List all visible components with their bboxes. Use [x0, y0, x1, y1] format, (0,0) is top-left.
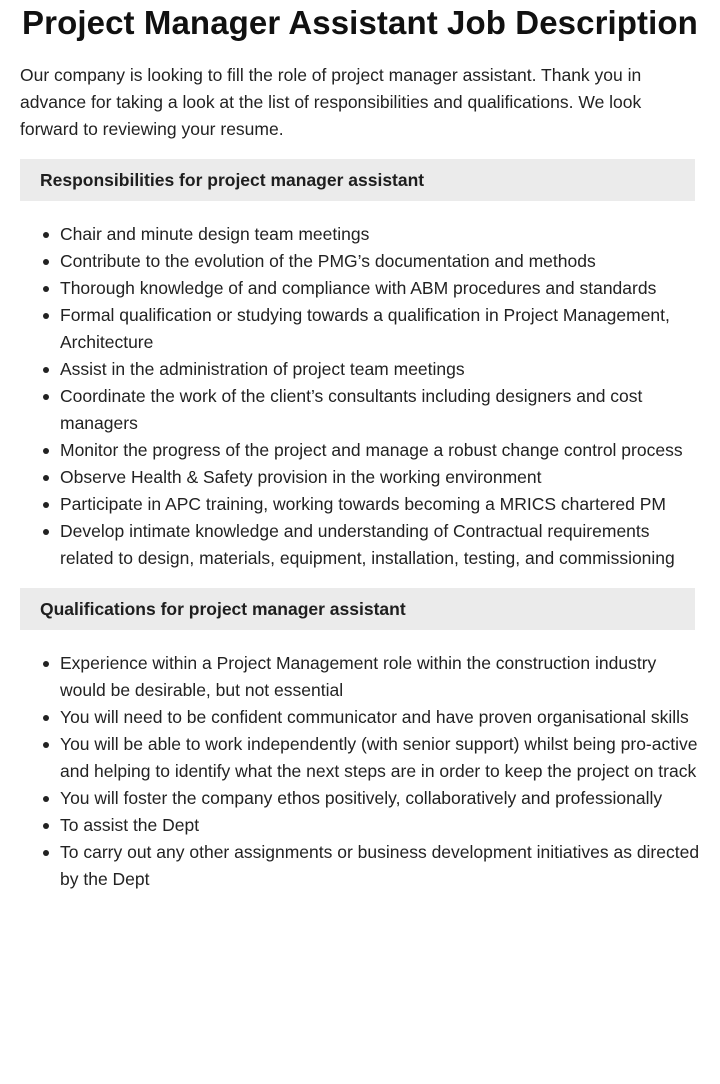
list-item: To assist the Dept	[60, 812, 700, 839]
list-item: To carry out any other assignments or business development initiatives as directed by the Dept	[60, 839, 700, 893]
intro-paragraph: Our company is looking to fill the role of project manager assistant. Thank you in advance for taking a look at the list of responsibilities and qualifications. We look forward to reviewing your resume.	[20, 65, 642, 139]
list-item: Experience within a Project Management role within the construction industry would be desirable, but not essential	[60, 650, 700, 704]
list-item: Chair and minute design team meetings	[60, 221, 700, 248]
responsibilities-list	[20, 221, 700, 572]
list-item: Participate in APC training, working towards becoming a MRICS chartered PM	[60, 491, 700, 518]
qualifications-heading: Qualifications for project manager assistant	[20, 588, 695, 630]
list-item: Monitor the progress of the project and manage a robust change control process	[60, 437, 700, 464]
list-item: You will need to be confident communicator and have proven organisational skills	[60, 704, 700, 731]
list-item: Thorough knowledge of and compliance with ABM procedures and standards	[60, 275, 700, 302]
qualifications-list	[20, 650, 700, 893]
list-item: You will be able to work independently (with senior support) whilst being pro-active and helping to identify what the next steps are in order to keep the project on track	[60, 731, 700, 785]
page-title: Project Manager Assistant Job Description	[22, 4, 698, 41]
list-item: Formal qualification or studying towards a qualification in Project Management, Architecture	[60, 302, 700, 356]
list-item: Assist in the administration of project team meetings	[60, 356, 700, 383]
list-item: Observe Health & Safety provision in the working environment	[60, 464, 700, 491]
list-item: Contribute to the evolution of the PMG’s documentation and methods	[60, 248, 700, 275]
responsibilities-heading: Responsibilities for project manager assistant	[20, 159, 695, 201]
list-item: Develop intimate knowledge and understanding of Contractual requirements related to design, materials, equipment, installation, testing, and commissioning	[60, 518, 700, 572]
list-item: You will foster the company ethos positively, collaboratively and professionally	[60, 785, 700, 812]
list-item: Coordinate the work of the client’s consultants including designers and cost managers	[60, 383, 700, 437]
